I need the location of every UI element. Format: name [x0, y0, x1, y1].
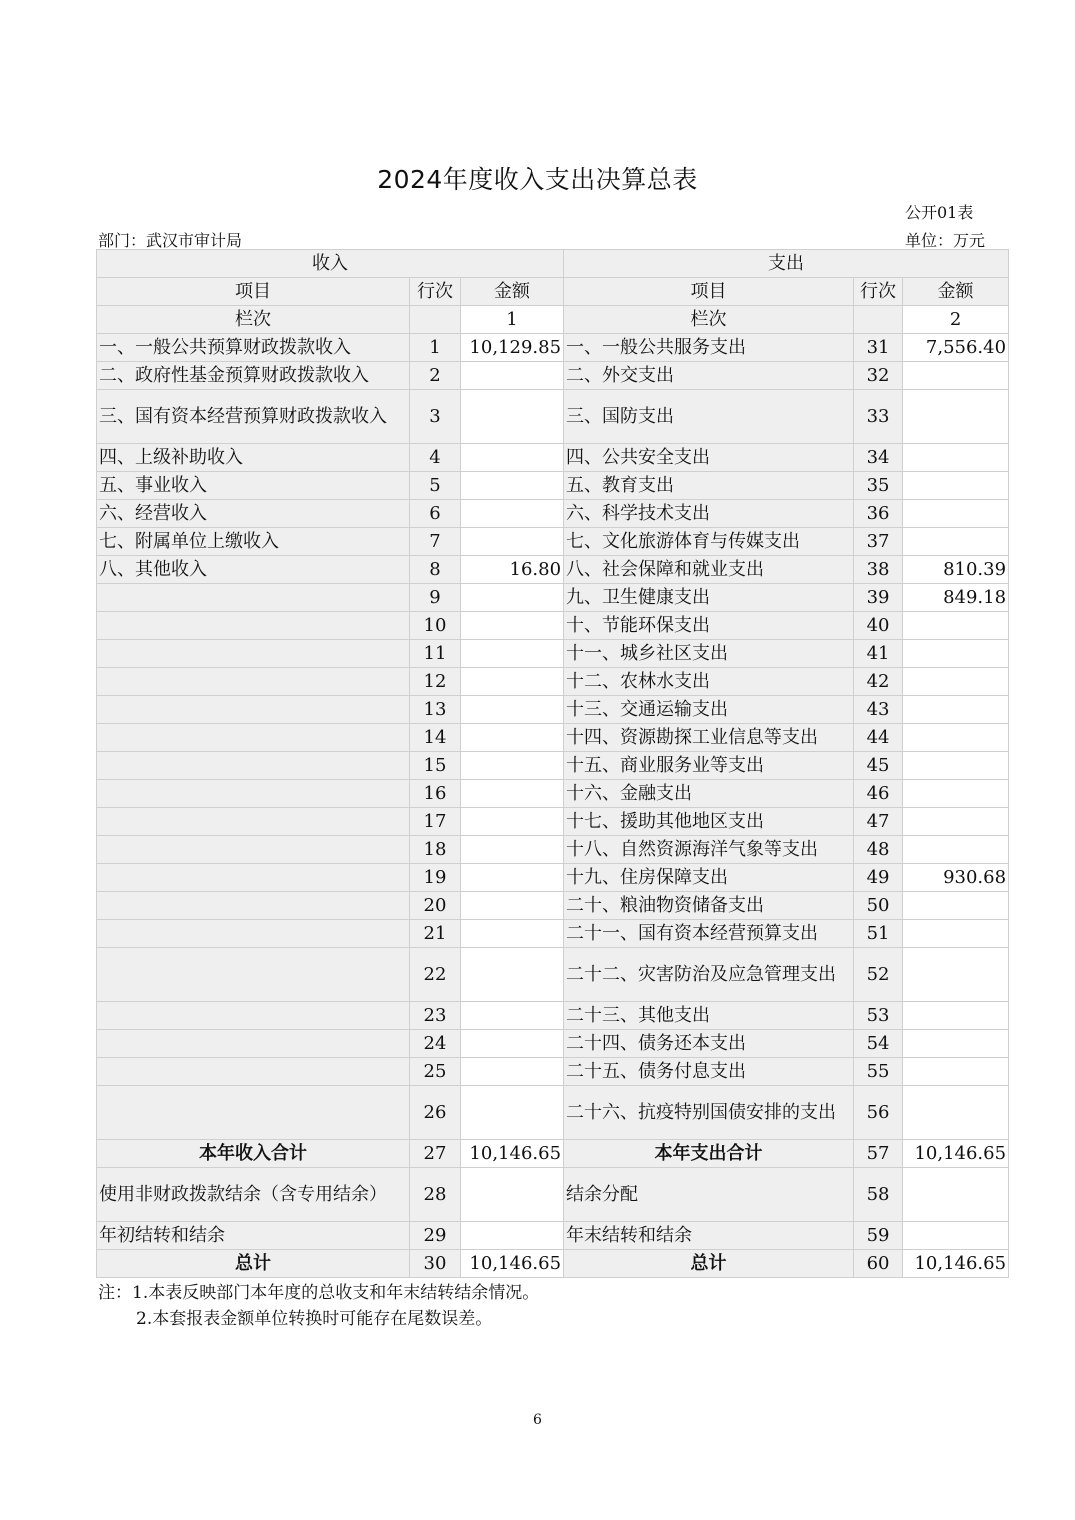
income-amount-cell: [461, 920, 564, 948]
expense-amount-cell: [903, 836, 1009, 864]
income-line-cell: 22: [410, 948, 461, 1002]
expense-amount-cell: [903, 444, 1009, 472]
income-item-cell: 年初结转和结余: [97, 1222, 410, 1250]
table-row: [97, 752, 1009, 780]
expense-line-cell: 49: [854, 864, 903, 892]
income-amount-cell: [461, 780, 564, 808]
table-row: [97, 780, 1009, 808]
income-amount-cell: [461, 864, 564, 892]
expense-amount-cell: 10,146.65: [903, 1140, 1009, 1168]
income-line-cell: 30: [410, 1250, 461, 1278]
expense-item-cell: 三、国防支出: [564, 390, 854, 444]
table-row: [97, 1250, 1009, 1278]
income-item-cell: 本年收入合计: [97, 1140, 410, 1168]
expense-item-cell: 十六、金融支出: [564, 780, 854, 808]
expense-item-cell: 六、科学技术支出: [564, 500, 854, 528]
expense-item-cell: 二、外交支出: [564, 362, 854, 390]
expense-item-cell: 一、一般公共服务支出: [564, 334, 854, 362]
table-row: [97, 1086, 1009, 1140]
expense-item-cell: 结余分配: [564, 1168, 854, 1222]
expense-line-cell: 45: [854, 752, 903, 780]
table-row: [97, 1002, 1009, 1030]
table-row: [97, 472, 1009, 500]
income-line-cell: 14: [410, 724, 461, 752]
expense-column-label: 栏次: [564, 306, 854, 334]
income-amount-cell: [461, 1168, 564, 1222]
expense-line-cell: 31: [854, 334, 903, 362]
table-row: [97, 836, 1009, 864]
expense-line-cell: 34: [854, 444, 903, 472]
expense-item-cell: 二十二、灾害防治及应急管理支出: [564, 948, 854, 1002]
income-amount-cell: 10,129.85: [461, 334, 564, 362]
table-row: [97, 668, 1009, 696]
income-item-cell: [97, 1002, 410, 1030]
income-item-cell: [97, 892, 410, 920]
income-item-cell: [97, 696, 410, 724]
income-amount-cell: [461, 836, 564, 864]
expense-item-cell: 九、卫生健康支出: [564, 584, 854, 612]
expense-amount-cell: 810.39: [903, 556, 1009, 584]
expense-column-line: [854, 306, 903, 334]
income-amount-cell: [461, 1002, 564, 1030]
income-line-cell: 11: [410, 640, 461, 668]
income-column-label: 栏次: [97, 306, 410, 334]
income-amount-cell: [461, 892, 564, 920]
expense-amount-cell: [903, 1002, 1009, 1030]
income-line-cell: 10: [410, 612, 461, 640]
income-amount-cell: [461, 612, 564, 640]
expense-amount-cell: [903, 668, 1009, 696]
table-row: [97, 696, 1009, 724]
income-amount-cell: [461, 390, 564, 444]
expense-item-cell: 年末结转和结余: [564, 1222, 854, 1250]
income-item-cell: 五、事业收入: [97, 472, 410, 500]
income-item-cell: 三、国有资本经营预算财政拨款收入: [97, 390, 410, 444]
form-number: 公开01表: [905, 203, 974, 222]
expense-amount-cell: 849.18: [903, 584, 1009, 612]
expense-amount-cell: [903, 640, 1009, 668]
expense-line-cell: 54: [854, 1030, 903, 1058]
income-line-cell: 25: [410, 1058, 461, 1086]
expense-item-cell: 本年支出合计: [564, 1140, 854, 1168]
expense-amount-cell: 7,556.40: [903, 334, 1009, 362]
table-row: [97, 334, 1009, 362]
expense-amount-header: 金额: [903, 278, 1009, 306]
table-row: [97, 362, 1009, 390]
table-row: [97, 864, 1009, 892]
income-amount-cell: [461, 808, 564, 836]
expense-amount-cell: [903, 500, 1009, 528]
notes: [98, 1280, 539, 1332]
income-line-cell: 15: [410, 752, 461, 780]
expense-line-cell: 42: [854, 668, 903, 696]
income-line-header: 行次: [410, 278, 461, 306]
expense-line-cell: 35: [854, 472, 903, 500]
expense-line-cell: 53: [854, 1002, 903, 1030]
income-item-cell: [97, 668, 410, 696]
expense-line-cell: 39: [854, 584, 903, 612]
expense-item-cell: 十一、城乡社区支出: [564, 640, 854, 668]
income-amount-cell: [461, 1086, 564, 1140]
income-item-header: 项目: [97, 278, 410, 306]
expense-item-cell: 二十一、国有资本经营预算支出: [564, 920, 854, 948]
income-item-cell: 使用非财政拨款结余（含专用结余）: [97, 1168, 410, 1222]
expense-amount-cell: [903, 1222, 1009, 1250]
income-line-cell: 21: [410, 920, 461, 948]
expense-amount-cell: [903, 920, 1009, 948]
expense-amount-cell: [903, 696, 1009, 724]
income-line-cell: 12: [410, 668, 461, 696]
expense-item-cell: 二十五、债务付息支出: [564, 1058, 854, 1086]
expense-line-cell: 48: [854, 836, 903, 864]
income-amount-cell: [461, 528, 564, 556]
expense-amount-cell: [903, 808, 1009, 836]
note-line-1: 注：1.本表反映部门本年度的总收支和年末结转结余情况。: [98, 1283, 540, 1303]
table-row: [97, 1058, 1009, 1086]
income-line-cell: 28: [410, 1168, 461, 1222]
department-label: 部门：武汉市审计局: [98, 231, 243, 250]
expense-amount-cell: [903, 1058, 1009, 1086]
expense-amount-cell: [903, 390, 1009, 444]
expense-line-cell: 43: [854, 696, 903, 724]
income-item-cell: [97, 1058, 410, 1086]
expense-line-cell: 50: [854, 892, 903, 920]
expense-amount-cell: [903, 892, 1009, 920]
income-item-cell: 六、经营收入: [97, 500, 410, 528]
income-item-cell: 二、政府性基金预算财政拨款收入: [97, 362, 410, 390]
income-line-cell: 20: [410, 892, 461, 920]
expense-line-cell: 52: [854, 948, 903, 1002]
income-amount-header: 金额: [461, 278, 564, 306]
table-row: [97, 444, 1009, 472]
income-item-cell: [97, 780, 410, 808]
income-line-cell: 24: [410, 1030, 461, 1058]
income-item-cell: [97, 864, 410, 892]
expense-line-cell: 38: [854, 556, 903, 584]
income-line-cell: 4: [410, 444, 461, 472]
income-item-cell: [97, 752, 410, 780]
income-line-cell: 16: [410, 780, 461, 808]
expense-amount-cell: [903, 362, 1009, 390]
income-item-cell: [97, 1030, 410, 1058]
income-item-cell: [97, 920, 410, 948]
expense-line-cell: 56: [854, 1086, 903, 1140]
income-amount-cell: [461, 1058, 564, 1086]
income-amount-cell: 10,146.65: [461, 1140, 564, 1168]
expense-amount-cell: [903, 1086, 1009, 1140]
expense-item-cell: 十四、资源勘探工业信息等支出: [564, 724, 854, 752]
income-line-cell: 17: [410, 808, 461, 836]
income-line-cell: 19: [410, 864, 461, 892]
expense-item-cell: 十五、商业服务业等支出: [564, 752, 854, 780]
expense-line-cell: 36: [854, 500, 903, 528]
expense-line-cell: 55: [854, 1058, 903, 1086]
income-amount-cell: [461, 752, 564, 780]
expense-item-cell: 十七、援助其他地区支出: [564, 808, 854, 836]
income-header: 收入: [97, 250, 564, 278]
column-number-row: [97, 306, 1009, 334]
income-item-cell: 八、其他收入: [97, 556, 410, 584]
expense-line-cell: 60: [854, 1250, 903, 1278]
table-row: [97, 808, 1009, 836]
income-line-cell: 5: [410, 472, 461, 500]
table-row: [97, 1030, 1009, 1058]
income-line-cell: 26: [410, 1086, 461, 1140]
income-amount-cell: [461, 472, 564, 500]
table-row: [97, 640, 1009, 668]
income-amount-cell: [461, 948, 564, 1002]
expense-line-cell: 40: [854, 612, 903, 640]
income-line-cell: 6: [410, 500, 461, 528]
income-item-cell: 四、上级补助收入: [97, 444, 410, 472]
expense-item-cell: 十九、住房保障支出: [564, 864, 854, 892]
expense-amount-cell: [903, 472, 1009, 500]
expense-line-cell: 33: [854, 390, 903, 444]
expense-amount-cell: [903, 752, 1009, 780]
income-item-cell: [97, 1086, 410, 1140]
table-row: [97, 1222, 1009, 1250]
expense-line-cell: 51: [854, 920, 903, 948]
income-amount-cell: [461, 640, 564, 668]
expense-line-cell: 32: [854, 362, 903, 390]
table-row: [97, 584, 1009, 612]
income-amount-cell: [461, 724, 564, 752]
income-amount-cell: [461, 668, 564, 696]
expense-item-cell: 二十六、抗疫特别国债安排的支出: [564, 1086, 854, 1140]
expense-line-header: 行次: [854, 278, 903, 306]
table-row: [97, 556, 1009, 584]
section-header-row: [97, 250, 1009, 278]
income-line-cell: 1: [410, 334, 461, 362]
unit-label: 单位：万元: [905, 231, 986, 250]
income-item-cell: [97, 948, 410, 1002]
income-line-cell: 18: [410, 836, 461, 864]
expense-item-cell: 十三、交通运输支出: [564, 696, 854, 724]
table-row: [97, 892, 1009, 920]
expense-column-number: 2: [903, 306, 1009, 334]
expense-item-cell: 五、教育支出: [564, 472, 854, 500]
expense-line-cell: 47: [854, 808, 903, 836]
table-row: [97, 612, 1009, 640]
income-item-cell: 一、一般公共预算财政拨款收入: [97, 334, 410, 362]
expense-header: 支出: [564, 250, 1009, 278]
income-item-cell: [97, 584, 410, 612]
expense-item-cell: 总计: [564, 1250, 854, 1278]
expense-line-cell: 58: [854, 1168, 903, 1222]
expense-item-header: 项目: [564, 278, 854, 306]
table-row: [97, 528, 1009, 556]
table-row: [97, 1168, 1009, 1222]
table-row: [97, 500, 1009, 528]
income-amount-cell: [461, 1222, 564, 1250]
expense-amount-cell: [903, 1168, 1009, 1222]
expense-item-cell: 十二、农林水支出: [564, 668, 854, 696]
expense-item-cell: 二十四、债务还本支出: [564, 1030, 854, 1058]
expense-item-cell: 八、社会保障和就业支出: [564, 556, 854, 584]
income-amount-cell: [461, 1030, 564, 1058]
income-item-cell: [97, 640, 410, 668]
income-column-line: [410, 306, 461, 334]
income-line-cell: 8: [410, 556, 461, 584]
expense-amount-cell: [903, 1030, 1009, 1058]
table-row: [97, 948, 1009, 1002]
income-amount-cell: [461, 362, 564, 390]
income-amount-cell: 10,146.65: [461, 1250, 564, 1278]
income-amount-cell: [461, 584, 564, 612]
income-amount-cell: [461, 444, 564, 472]
income-item-cell: [97, 808, 410, 836]
income-amount-cell: [461, 500, 564, 528]
income-line-cell: 29: [410, 1222, 461, 1250]
income-line-cell: 27: [410, 1140, 461, 1168]
income-amount-cell: 16.80: [461, 556, 564, 584]
income-expense-table: [96, 249, 1009, 1278]
income-line-cell: 13: [410, 696, 461, 724]
page-number: 6: [533, 1412, 542, 1428]
table-row: [97, 724, 1009, 752]
expense-item-cell: 七、文化旅游体育与传媒支出: [564, 528, 854, 556]
income-amount-cell: [461, 696, 564, 724]
expense-line-cell: 44: [854, 724, 903, 752]
income-column-number: 1: [461, 306, 564, 334]
income-item-cell: 总计: [97, 1250, 410, 1278]
table-row: [97, 920, 1009, 948]
note-line-2: 2.本套报表金额单位转换时可能存在尾数误差。: [136, 1309, 493, 1329]
expense-amount-cell: 10,146.65: [903, 1250, 1009, 1278]
expense-line-cell: 46: [854, 780, 903, 808]
income-item-cell: [97, 612, 410, 640]
income-item-cell: [97, 836, 410, 864]
income-line-cell: 9: [410, 584, 461, 612]
table-row: [97, 1140, 1009, 1168]
expense-amount-cell: [903, 528, 1009, 556]
income-line-cell: 2: [410, 362, 461, 390]
expense-line-cell: 57: [854, 1140, 903, 1168]
column-header-row: [97, 278, 1009, 306]
income-line-cell: 3: [410, 390, 461, 444]
expense-item-cell: 十八、自然资源海洋气象等支出: [564, 836, 854, 864]
expense-amount-cell: [903, 948, 1009, 1002]
expense-line-cell: 37: [854, 528, 903, 556]
expense-item-cell: 二十三、其他支出: [564, 1002, 854, 1030]
income-line-cell: 7: [410, 528, 461, 556]
expense-item-cell: 四、公共安全支出: [564, 444, 854, 472]
income-line-cell: 23: [410, 1002, 461, 1030]
expense-item-cell: 十、节能环保支出: [564, 612, 854, 640]
expense-amount-cell: [903, 724, 1009, 752]
income-item-cell: [97, 724, 410, 752]
expense-amount-cell: [903, 612, 1009, 640]
expense-amount-cell: [903, 780, 1009, 808]
expense-line-cell: 59: [854, 1222, 903, 1250]
income-item-cell: 七、附属单位上缴收入: [97, 528, 410, 556]
expense-item-cell: 二十、粮油物资储备支出: [564, 892, 854, 920]
table-row: [97, 390, 1009, 444]
expense-amount-cell: 930.68: [903, 864, 1009, 892]
page-title: 2024年度收入支出决算总表: [377, 165, 698, 194]
expense-line-cell: 41: [854, 640, 903, 668]
